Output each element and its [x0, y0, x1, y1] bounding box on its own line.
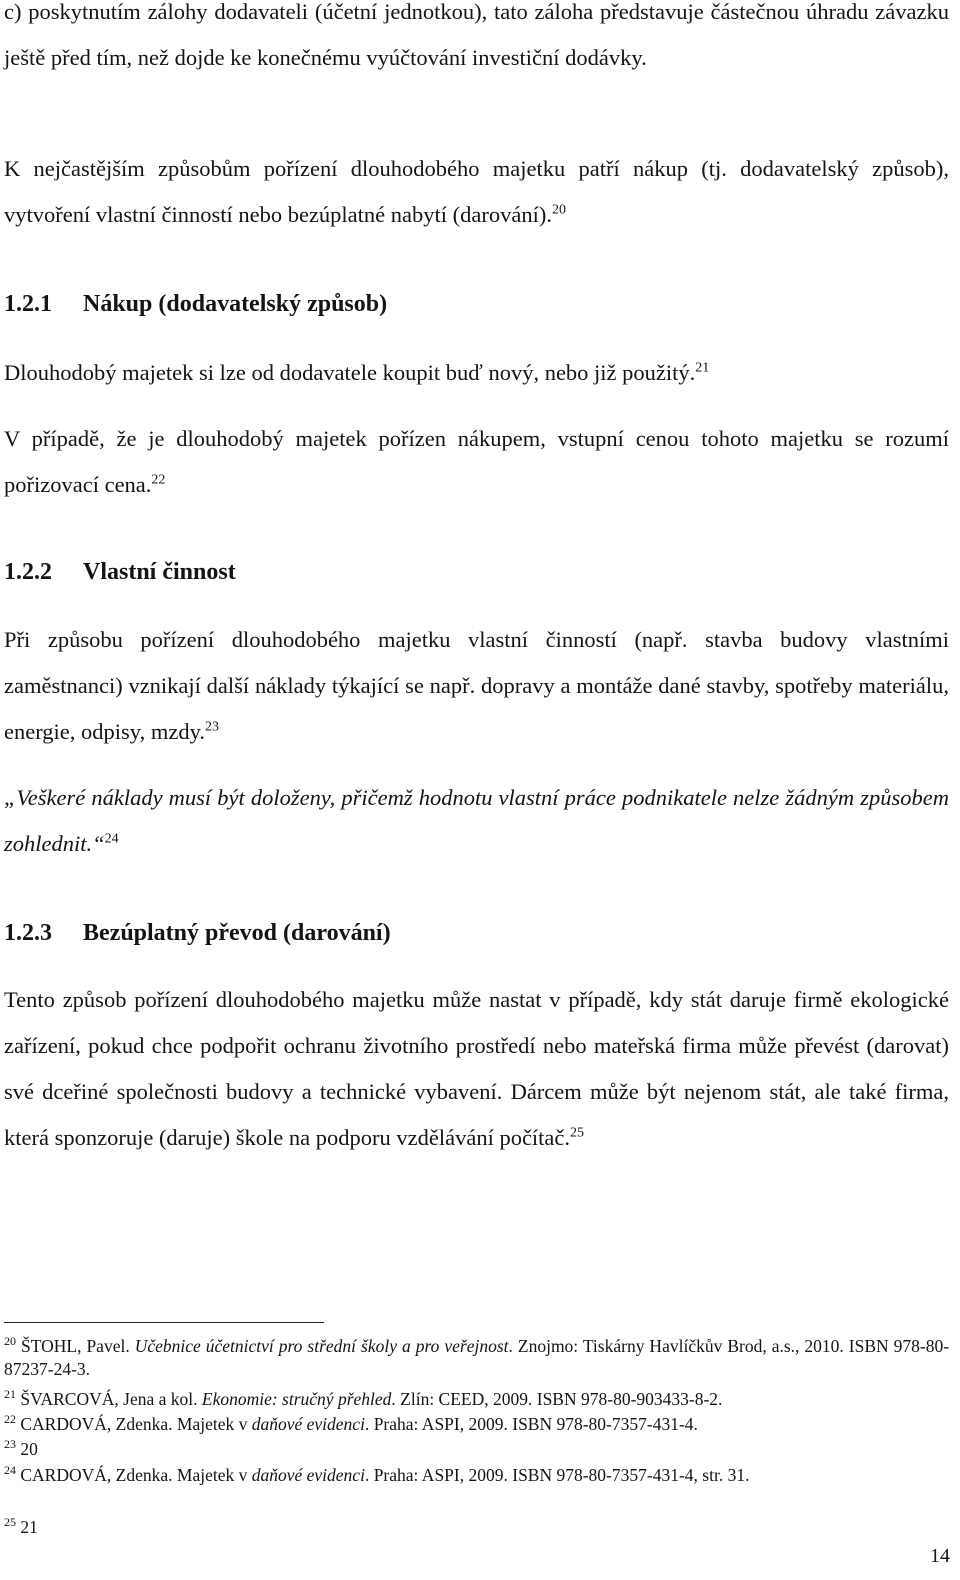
footnote-22: $^{22}$ CARDOVÁ, Zdenka. Majetek v daňové evidenci. Praha: ASPI, 2009. ISBN 978-80-7357-431-4.: [4, 1412, 698, 1434]
footnote-24: $^{24}$ CARDOVÁ, Zdenka. Majetek v daňové evidenci. Praha: ASPI, 2009. ISBN 978-80-7357-431-4, str. 31.: [4, 1463, 750, 1485]
footnote-21: $^{21}$ ŠVARCOVÁ, Jena a kol. Ekonomie: stručný přehled. Zlín: CEED, 2009. ISBN 978-80-903433-8-2.: [4, 1387, 723, 1409]
footnote-23: $^{23}$ 20: [4, 1437, 38, 1459]
paragraph-own-activity: Při způsobu pořízení dlouhodobého majetku vlastní činností (např. stavba budovy vlastními zaměstnanci) vznikají další náklady týkající se např. dopravy a montáže dané stavby, spotřeby materiálu, energie, odpisy, mzdy.$^{23}$: [4, 627, 949, 744]
footnote-ref-23[interactable]: 23: [205, 719, 219, 735]
footnote-ref-24[interactable]: 24: [104, 831, 119, 847]
quote-costs: „Veškeré náklady musí být doloženy, přičemž hodnotu vlastní práce podnikatele nelze žádným způsobem zohlednit.“$^{24}$: [4, 785, 949, 856]
footnote-ref-22[interactable]: 22: [151, 472, 166, 488]
footnote-20: $^{20}$ ŠTOHL, Pavel. Učebnice účetnictví pro střední školy a pro veřejnost. Znojmo: Tiskárny Havlíčkův Brod, a.s., 2010. ISBN 978-80-87237-24-3.: [4, 1334, 950, 1379]
footnote-ref-21[interactable]: 21: [695, 360, 710, 376]
footnote-ref-20[interactable]: 20: [551, 202, 566, 218]
paragraph-advance-payment: c) poskytnutím zálohy dodavateli (účetní jednotkou), tato záloha představuje částečnou úhradu závazku ještě před tím, než dojde ke konečnému vyúčtování investiční dodávky.: [4, 0, 949, 70]
paragraph-purchase: Dlouhodobý majetek si lze od dodavatele koupit buď nový, nebo již použitý.$^{21}$: [4, 360, 710, 385]
paragraph-acquisition-price: V případě, že je dlouhodobý majetek pořízen nákupem, vstupní cenou tohoto majetku se rozumí pořizovací cena.$^{22}$: [4, 426, 949, 497]
heading-1-2-2: 1.2.2 Vlastní činnost: [4, 559, 236, 585]
heading-1-2-3: 1.2.3 Bezúplatný převod (darování): [4, 920, 391, 946]
paragraph-donation: Tento způsob pořízení dlouhodobého majetku může nastat v případě, kdy stát daruje firmě ekologické zařízení, pokud chce podpořit ochranu životního prostředí nebo mateřská firma může převést (darovat) své dceřiné společnosti budovy a technické vybavení. Dárcem může být nejenom stát, ale také firma, která sponzoruje (daruje) škole na podporu vzdělávání počítač.$^{25}$: [4, 987, 949, 1150]
footnote-25: $^{25}$ 21: [4, 1515, 38, 1537]
page-number: 14: [930, 1545, 950, 1567]
heading-1-2-1: 1.2.1 Nákup (dodavatelský způsob): [4, 291, 388, 317]
paragraph-acquisition-methods: K nejčastějším způsobům pořízení dlouhodobého majetku patří nákup (tj. dodavatelský způsob), vytvoření vlastní činností nebo bezúplatné nabytí (darování).$^{20}$: [4, 156, 949, 227]
footnote-ref-25[interactable]: 25: [570, 1125, 585, 1141]
footnote-separator: [4, 1322, 324, 1323]
